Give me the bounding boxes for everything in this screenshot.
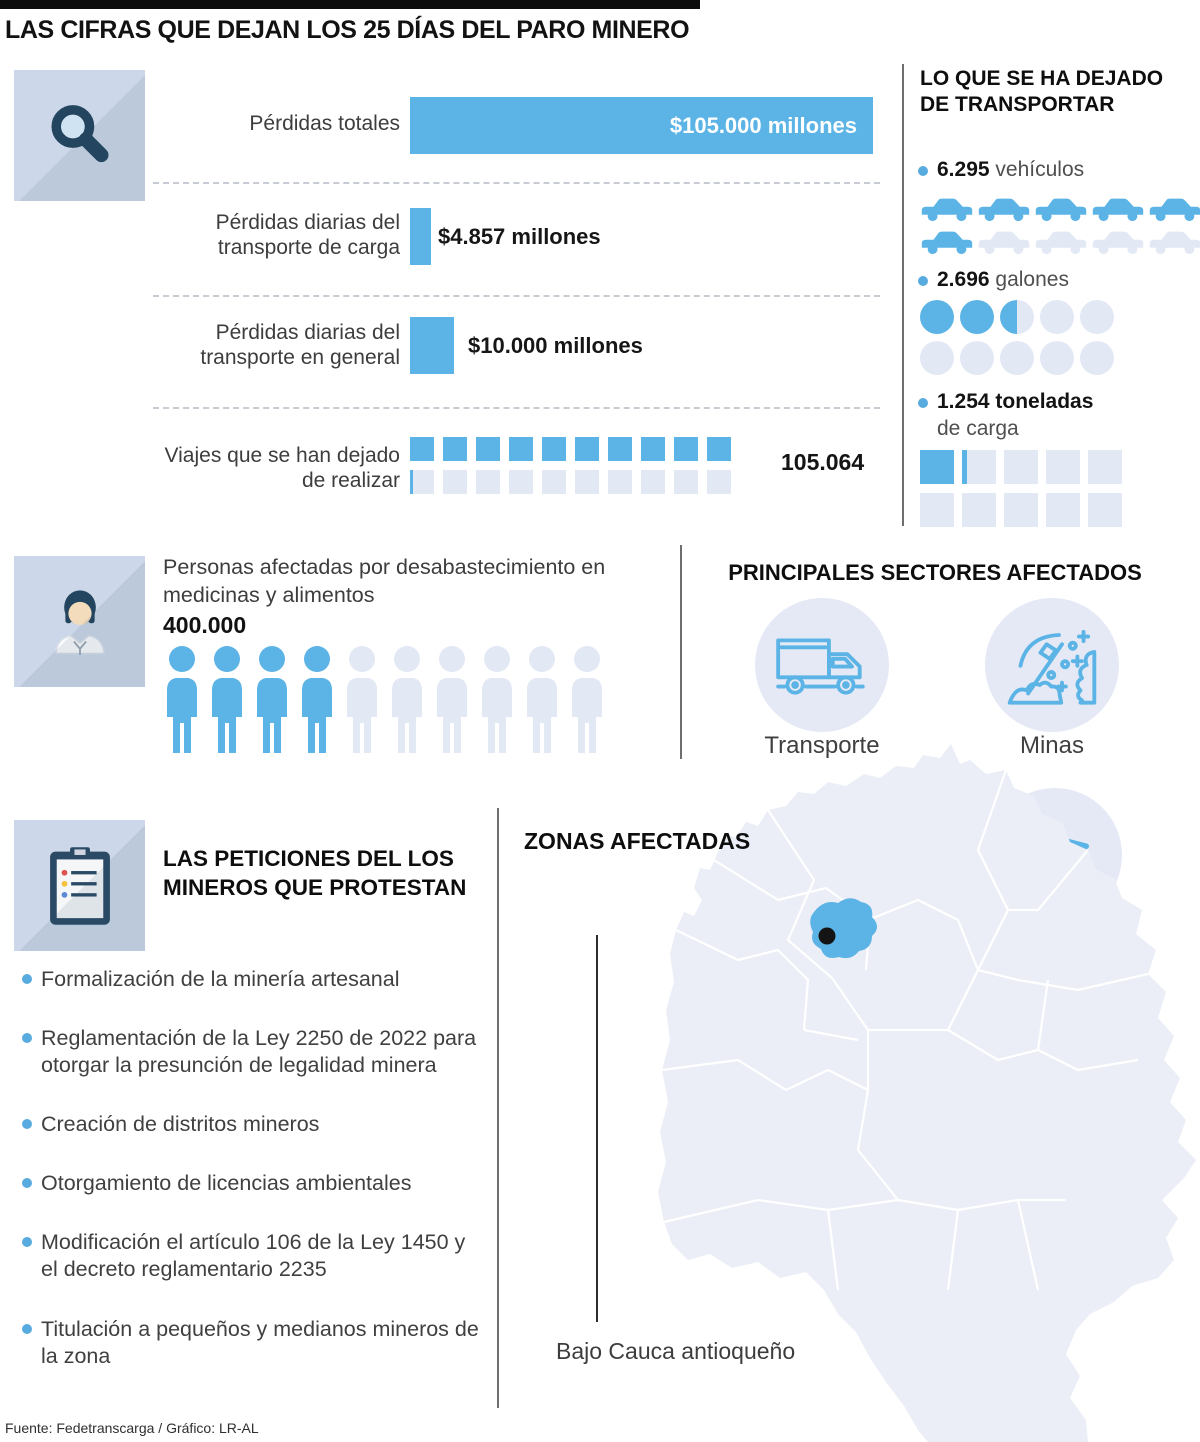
bullet-dot <box>22 1033 32 1043</box>
person-panel <box>14 556 145 687</box>
vehicles-number: 6.295 <box>937 158 990 181</box>
petition-text: Modificación el artículo 106 de la Ley 1450 y el decreto reglamentario 2235 <box>41 1230 466 1282</box>
zone-region-label: Bajo Cauca antioqueño <box>556 1338 796 1364</box>
gallon-dot-icon <box>1080 300 1114 334</box>
petition-item <box>22 1229 484 1283</box>
bar-label-carga: Pérdidas diarias del transporte de carga <box>215 211 400 260</box>
unit-square-icon <box>575 437 599 461</box>
person-icon <box>163 645 201 755</box>
unit-square-icon <box>920 493 954 527</box>
gallon-dot-icon <box>1040 300 1074 334</box>
unit-square-icon <box>707 437 731 461</box>
sector-transporte <box>755 598 889 732</box>
bullet-dot <box>22 1178 32 1188</box>
gallon-dot-icon <box>1000 300 1034 334</box>
unit-square-icon <box>1088 450 1122 484</box>
gallons-unit: galones <box>995 268 1069 291</box>
unit-square-icon <box>1004 450 1038 484</box>
people-affected-text: Personas afectadas por desabastecimiento en medicinas y alimentos <box>163 555 606 607</box>
bullet-dot <box>918 398 928 408</box>
bar-carga-value: $4.857 millones <box>438 224 601 249</box>
unit-square-icon <box>509 470 533 494</box>
unit-square-icon <box>674 437 698 461</box>
gallon-dot-icon <box>960 341 994 375</box>
petition-text: Titulación a pequeños y medianos mineros de la zona <box>41 1316 479 1368</box>
vehicles-stat <box>918 158 1084 182</box>
dashed-separator <box>153 182 880 184</box>
unit-square-icon <box>1088 493 1122 527</box>
trips-value: 105.064 <box>781 449 865 475</box>
trips-pictogram <box>410 437 731 494</box>
unit-square-icon <box>1046 450 1080 484</box>
person-icon <box>343 645 381 755</box>
sectors-heading: PRINCIPALES SECTORES AFECTADOS <box>728 560 1142 585</box>
petition-item <box>22 1170 484 1197</box>
car-icon <box>1034 227 1088 256</box>
car-icon <box>1091 194 1145 223</box>
unit-square-icon <box>509 437 533 461</box>
unit-square-icon <box>542 470 566 494</box>
unit-square-icon <box>674 470 698 494</box>
person-icon <box>523 645 561 755</box>
bar-general-value: $10.000 millones <box>468 333 643 358</box>
bar-label-total: Pérdidas totales <box>249 112 400 135</box>
person-icon <box>298 645 336 755</box>
petitions-panel <box>14 820 145 951</box>
search-icon <box>42 98 118 174</box>
gallon-dot-icon <box>1040 341 1074 375</box>
gallon-dot-icon <box>960 300 994 334</box>
car-icon <box>920 194 974 223</box>
petitions-heading: LAS PETICIONES DEL LOS MINEROS QUE PROTESTAN <box>163 846 467 900</box>
unit-square-icon <box>641 437 665 461</box>
petition-text: Otorgamiento de licencias ambientales <box>41 1171 412 1196</box>
people-pictogram <box>163 645 606 755</box>
magnifier-panel <box>14 70 145 201</box>
sector-minas <box>985 598 1119 732</box>
petition-item <box>22 1025 484 1079</box>
zone-leader-line <box>596 935 598 1322</box>
column-divider <box>902 64 904 526</box>
bullet-dot <box>918 166 928 176</box>
doctor-icon <box>41 583 119 661</box>
petitions-list <box>22 966 484 1402</box>
car-icon <box>977 194 1031 223</box>
gallon-dot-icon <box>920 341 954 375</box>
bar-total <box>410 97 873 154</box>
car-icon <box>920 227 974 256</box>
petition-text: Reglamentación de la Ley 2250 de 2022 para otorgar la presunción de legalidad minera <box>41 1026 477 1078</box>
unit-square-icon <box>641 470 665 494</box>
mining-icon <box>1002 621 1102 709</box>
transport-column-heading: LO QUE SE HA DEJADO DE TRANSPORTAR <box>920 67 1164 117</box>
zones-heading: ZONAS AFECTADAS <box>524 828 751 854</box>
sector-transporte-label: Transporte <box>764 732 880 759</box>
unit-square-icon <box>443 470 467 494</box>
unit-square-icon <box>608 470 632 494</box>
bar-label-general: Pérdidas diarias del transporte en general <box>200 321 400 370</box>
car-icon <box>977 227 1031 256</box>
car-icon <box>1148 194 1200 223</box>
title-accent-bar <box>0 0 700 9</box>
unit-square-icon <box>707 470 731 494</box>
gallons-pictogram <box>920 300 1114 375</box>
bar-total-value: $105.000 millones <box>669 113 857 138</box>
unit-square-icon <box>608 437 632 461</box>
gallons-stat <box>918 268 1069 292</box>
unit-square-icon <box>1046 493 1080 527</box>
unit-square-icon <box>542 437 566 461</box>
unit-square-icon <box>410 470 434 494</box>
people-affected-number: 400.000 <box>163 612 247 638</box>
bar-general <box>410 317 454 374</box>
petition-item <box>22 1111 484 1138</box>
car-icon <box>1091 227 1145 256</box>
tons-unit: de carga <box>937 417 1019 440</box>
clipboard-icon <box>47 845 113 927</box>
section-divider <box>680 545 682 759</box>
bullet-dot <box>918 276 928 286</box>
person-icon <box>208 645 246 755</box>
tons-pictogram <box>920 450 1122 527</box>
page-title: LAS CIFRAS QUE DEJAN LOS 25 DÍAS DEL PARO MINERO <box>5 16 690 44</box>
bullet-dot <box>22 1324 32 1334</box>
gallons-number: 2.696 <box>937 268 990 291</box>
unit-square-icon <box>476 437 500 461</box>
gallon-dot-icon <box>1080 341 1114 375</box>
vehicles-unit: vehículos <box>995 158 1085 181</box>
person-icon <box>478 645 516 755</box>
person-icon <box>433 645 471 755</box>
zone-marker-dot <box>819 928 836 945</box>
bullet-dot <box>22 1119 32 1129</box>
bullet-dot <box>22 974 32 984</box>
petition-item <box>22 1316 484 1370</box>
sector-minas-label: Minas <box>1019 732 1085 759</box>
dashed-separator <box>153 407 880 409</box>
car-icon <box>1034 194 1088 223</box>
person-icon <box>568 645 606 755</box>
truck-icon <box>772 625 872 705</box>
petition-item <box>22 966 484 993</box>
person-icon <box>388 645 426 755</box>
petition-text: Formalización de la minería artesanal <box>41 967 400 991</box>
person-icon <box>253 645 291 755</box>
unit-square-icon <box>920 450 954 484</box>
vehicles-pictogram <box>920 194 1200 256</box>
unit-square-icon <box>410 437 434 461</box>
bar-carga <box>410 208 431 265</box>
unit-square-icon <box>443 437 467 461</box>
gallon-dot-icon <box>920 300 954 334</box>
unit-square-icon <box>575 470 599 494</box>
dashed-separator <box>153 295 880 297</box>
trips-label: Viajes que se han dejado de realizar <box>164 444 400 493</box>
gallon-dot-icon <box>1000 341 1034 375</box>
unit-square-icon <box>962 450 996 484</box>
unit-square-icon <box>962 493 996 527</box>
petition-text: Creación de distritos mineros <box>41 1112 320 1137</box>
source-credit: Fuente: Fedetranscarga / Gráfico: LR-AL <box>5 1420 259 1436</box>
car-icon <box>1148 227 1200 256</box>
tons-number: 1.254 toneladas <box>937 390 1094 413</box>
unit-square-icon <box>1004 493 1038 527</box>
tons-stat <box>918 390 1093 414</box>
section-divider <box>497 808 499 1408</box>
bullet-dot <box>22 1237 32 1247</box>
unit-square-icon <box>476 470 500 494</box>
